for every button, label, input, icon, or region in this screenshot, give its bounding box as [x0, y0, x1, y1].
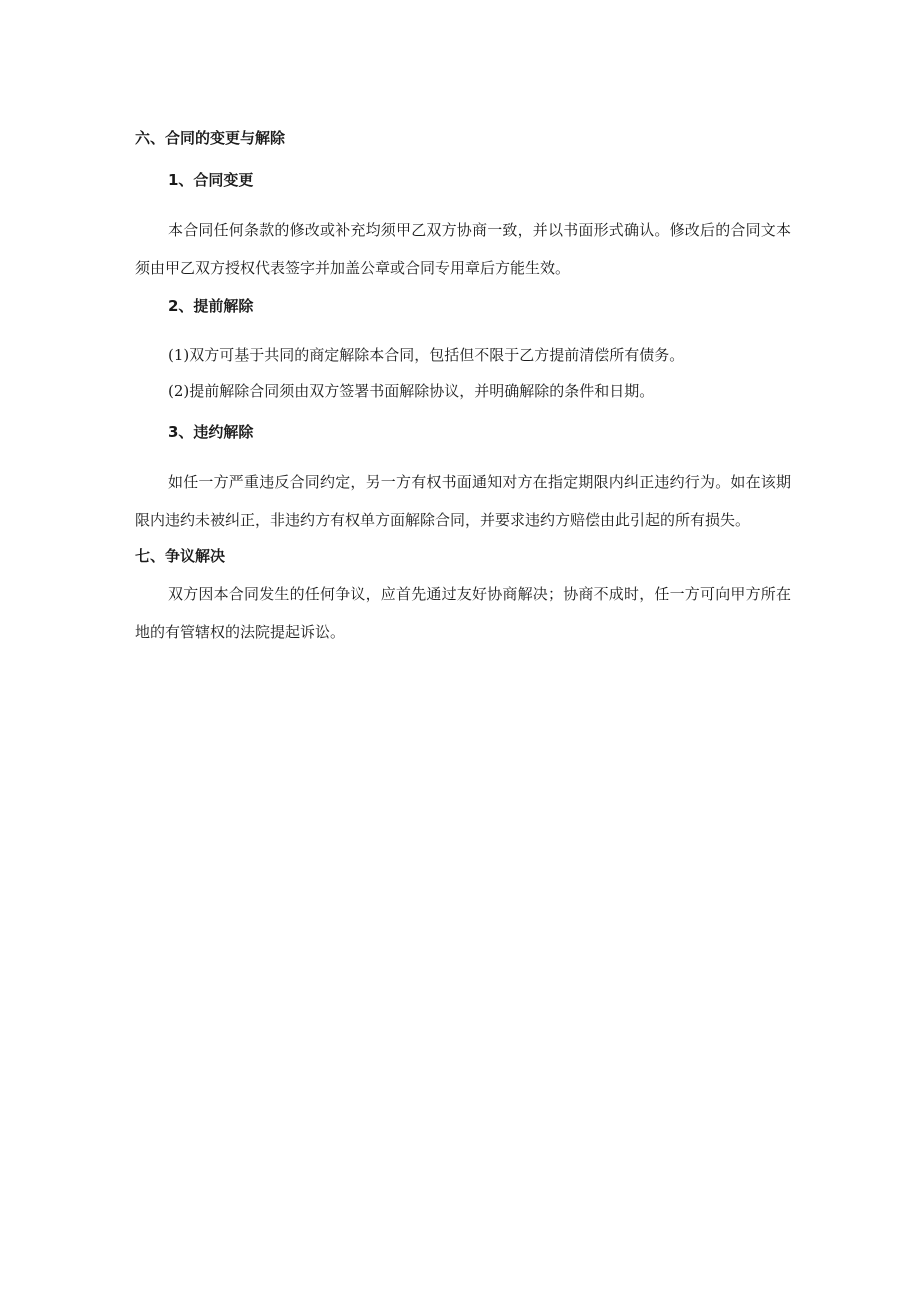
section-7-heading: 七、争议解决 — [135, 547, 226, 565]
subsection-3-heading: 3、违约解除 — [168, 423, 254, 441]
section-6-heading: 六、合同的变更与解除 — [135, 129, 286, 147]
section-7-paragraph: 双方因本合同发生的任何争议，应首先通过友好协商解决；协商不成时，任一方可向甲方所在地的有管辖权的法院提起诉讼。 — [135, 585, 791, 641]
subsection-2-item-2: (2)提前解除合同须由双方签署书面解除协议，并明确解除的条件和日期。 — [168, 382, 655, 400]
subsection-2-item-1: (1)双方可基于共同的商定解除本合同，包括但不限于乙方提前清偿所有债务。 — [168, 346, 685, 364]
subsection-3-paragraph: 如任一方严重违反合同约定，另一方有权书面通知对方在指定期限内纠正违约行为。如在该期限内违约未被纠正，非违约方有权单方面解除合同，并要求违约方赔偿由此引起的所有损失。 — [135, 473, 791, 529]
subsection-1-heading: 1、合同变更 — [168, 171, 254, 189]
subsection-2-heading: 2、提前解除 — [168, 297, 254, 315]
subsection-1-paragraph: 本合同任何条款的修改或补充均须甲乙双方协商一致，并以书面形式确认。修改后的合同文本须由甲乙双方授权代表签字并加盖公章或合同专用章后方能生效。 — [135, 221, 791, 277]
